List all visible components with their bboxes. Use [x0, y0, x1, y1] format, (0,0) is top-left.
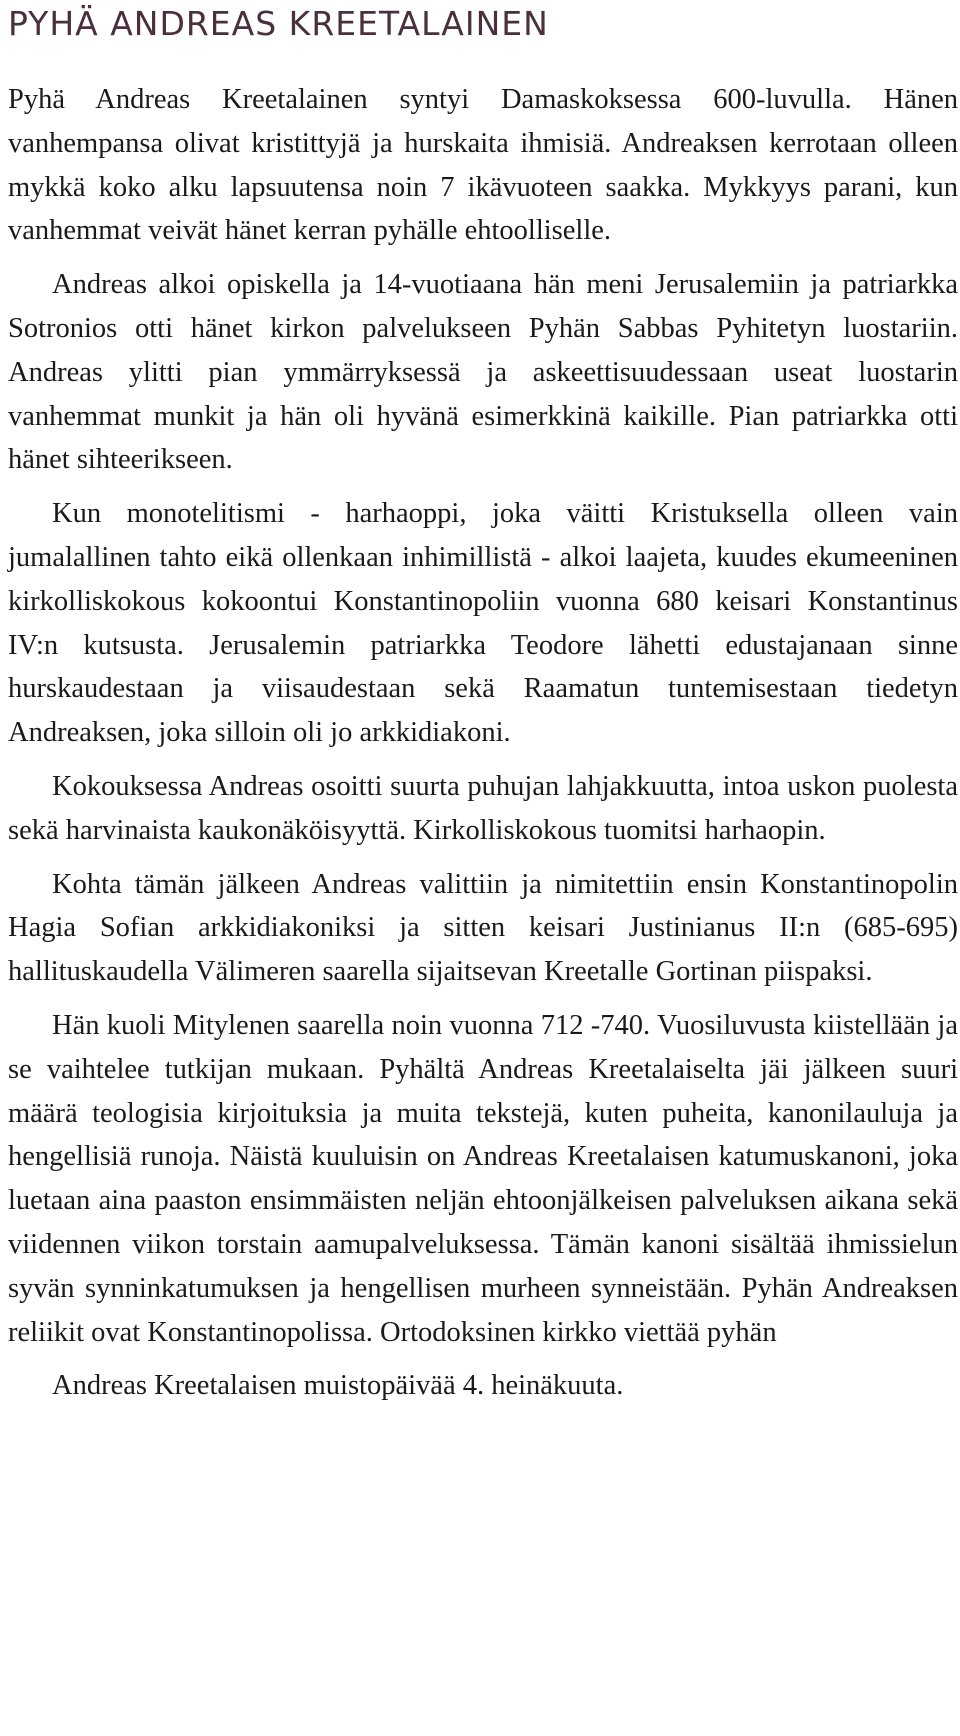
- document-page: [8, 0, 958, 1418]
- paragraph-studies: Andreas alkoi opiskella ja 14-vuotiaana hän meni Jerusalemiin ja patriarkka Sotronios otti hänet kirkon palvelukseen Pyhän Sabbas Pyhitetyn luostariin. Andreas ylitti pian ymmärryksessä ja askeettisuudessaan useat luostarin vanhemmat munkit ja hän oli hyvänä esimerkkinä kaikille. Pian patriarkka otti hänet sihteerikseen.: [8, 269, 958, 476]
- paragraph-birth: Pyhä Andreas Kreetalainen syntyi Damaskoksessa 600-luvulla. Hänen vanhempansa olivat kristittyjä ja hurskaita ihmisiä. Andreaksen kerrotaan olleen mykkä koko alku lapsuutensa noin 7 ikävuoteen saakka. Mykkyys parani, kun vanhemmat veivät hänet kerran pyhälle ehtoolliselle.: [8, 84, 958, 247]
- page-title: PYHÄ ANDREAS KREETALAINEN: [8, 4, 549, 43]
- paragraph-death-legacy: Hän kuoli Mitylenen saarella noin vuonna 712 -740. Vuosiluvusta kiistellään ja se vaihtelee tutkijan mukaan. Pyhältä Andreas Kreetalaiselta jäi jälkeen suuri määrä teologisia kirjoituksia ja muita tekstejä, kuten puheita, kanonilauluja ja hengellisiä runoja. Näistä kuuluisin on Andreas Kreetalaisen katumuskanoni, joka luetaan aina paaston ensimmäisten neljän ehtoonjälkeisen palveluksen aikana sekä viidennen viikon torstain aamupalveluksessa. Tämän kanoni sisältää ihmissielun syvän synninkatumuksen ja hengellisen murheen synneistään. Pyhän Andreaksen reliikit ovat Konstantinopolissa. Ortodoksinen kirkko viettää pyhän: [8, 1009, 958, 1348]
- paragraph-council: Kun monotelitismi - harhaoppi, joka väitti Kristuksella olleen vain jumalallinen tahto eikä ollenkaan inhimillistä - alkoi laajeta, kuudes ekumeeninen kirkolliskokous kokoontui Konstantinopoliin vuonna 680 keisari Konstantinus IV:n kutsusta. Jerusalemin patriarkka Teodore lähetti edustajanaan sinne hurskaudestaan ja viisaudestaan sekä Raamatun tuntemisestaan tiedetyn Andreaksen, joka silloin oli jo arkkidiakoni.: [8, 498, 958, 749]
- paragraph-appointment: Kohta tämän jälkeen Andreas valittiin ja nimitettiin ensin Konstantinopolin Hagia Sofian arkkidiakoniksi ja sitten keisari Justinianus II:n (685-695) hallituskaudella Välimeren saarella sijaitsevan Kreetalle Gortinan piispaksi.: [8, 868, 958, 988]
- paragraph-meeting: Kokouksessa Andreas osoitti suurta puhujan lahjakkuutta, intoa uskon puolesta sekä harvinaista kaukonäköisyyttä. Kirkolliskokous tuomitsi harhaopin.: [8, 770, 958, 846]
- paragraph-feast-day: Andreas Kreetalaisen muistopäivää 4. heinäkuuta.: [52, 1370, 624, 1402]
